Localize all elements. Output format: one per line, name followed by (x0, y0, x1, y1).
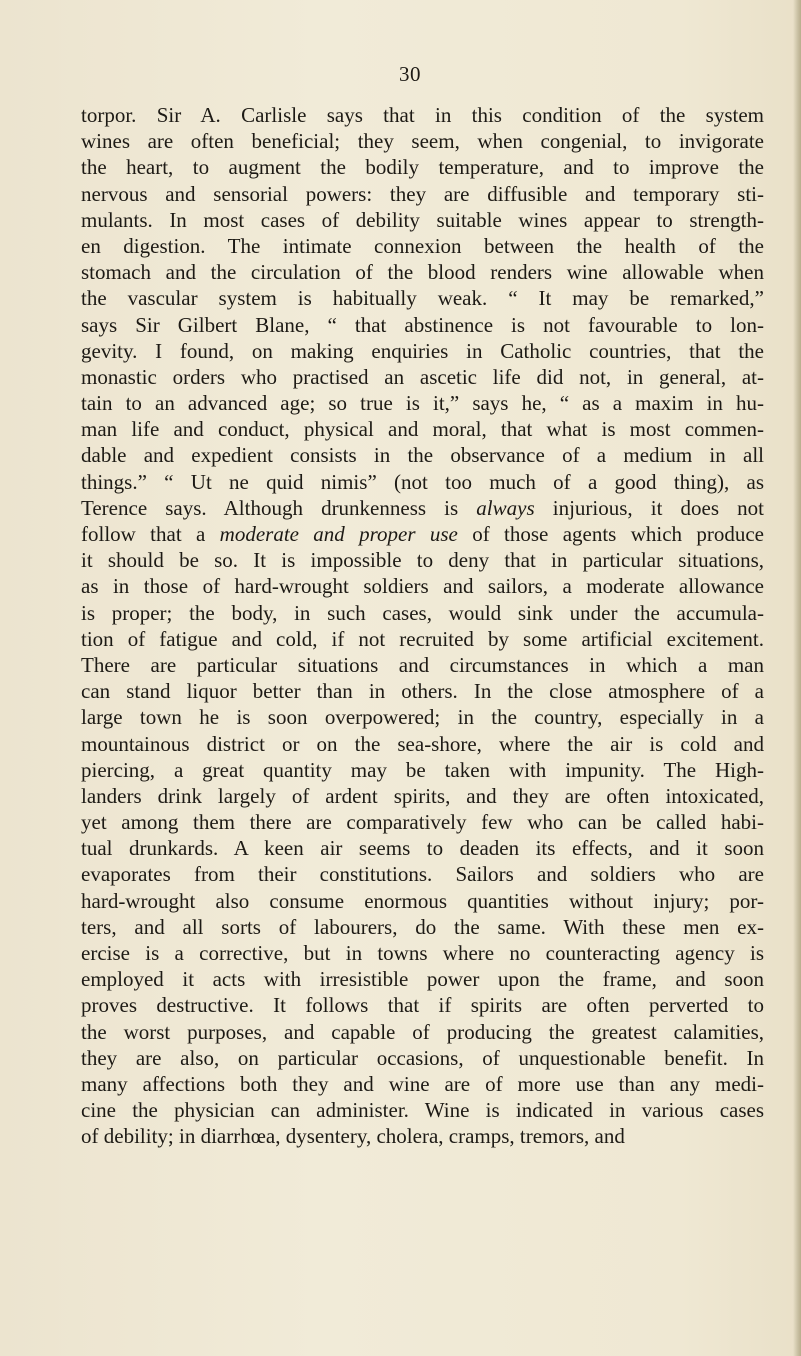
text-segment: mulants. In most cases of debility suitable wines appear to strength- (81, 207, 764, 232)
text-segment: the heart, to augment the bodily temperature, and to improve the (81, 155, 764, 180)
text-segment: man life and conduct, physical and moral, that what is most commen- (81, 417, 764, 442)
text-segment: of debility; in diarrhœa, dysentery, cholera, cramps, tremors, and (81, 1124, 625, 1149)
text-line (81, 312, 764, 338)
page-edge-shadow (793, 0, 801, 1356)
text-line (81, 573, 764, 599)
text-line (81, 338, 764, 364)
text-line (81, 626, 764, 652)
text-segment: injurious, it does not (534, 495, 764, 520)
text-line (81, 966, 764, 992)
text-line (81, 154, 764, 180)
text-segment: many affections both they and wine are of more use than any medi- (81, 1071, 764, 1096)
text-segment: stomach and the circulation of the blood renders wine allowable when (81, 260, 764, 285)
text-segment: can stand liquor better than in others. In the close atmosphere of a (81, 679, 764, 704)
text-segment: cine the physician can administer. Wine is indicated in various cases (81, 1098, 764, 1123)
text-line (81, 940, 764, 966)
text-segment: tain to an advanced age; so true is it,” says he, “ as a maxim in hu- (81, 391, 764, 416)
text-segment: piercing, a great quantity may be taken with impunity. The High- (81, 757, 764, 782)
text-segment: torpor. Sir A. Carlisle says that in this condition of the system (81, 103, 764, 127)
text-line (81, 495, 764, 521)
text-segment: en digestion. The intimate connexion between the health of the (81, 233, 764, 258)
text-line (81, 861, 764, 887)
text-line (81, 1019, 764, 1045)
text-segment: of those agents which produce (457, 522, 764, 546)
text-line (81, 102, 764, 128)
text-line (81, 731, 764, 757)
text-segment: ters, and all sorts of labourers, do the same. With these men ex- (81, 914, 764, 939)
text-line (81, 1071, 764, 1097)
text-segment: tual drunkards. A keen air seems to deaden its effects, and it soon (81, 836, 764, 861)
text-segment: large town he is soon overpowered; in the country, especially in a (81, 705, 764, 730)
text-segment: gevity. I found, on making enquiries in Catholic countries, that the (81, 338, 764, 363)
text-segment: ercise is a corrective, but in towns where no counteracting agency is (81, 941, 764, 965)
text-segment: monastic orders who practised an ascetic life did not, in general, at- (81, 364, 764, 389)
text-line (81, 678, 764, 704)
text-line (81, 128, 764, 154)
text-segment: is proper; the body, in such cases, would sink under the accumula- (81, 600, 764, 625)
text-line (81, 704, 764, 730)
text-segment: they are also, on particular occasions, of unquestionable benefit. In (81, 1045, 764, 1070)
text-segment: tion of fatigue and cold, if not recruited by some artificial excitement. (81, 626, 764, 651)
text-line (81, 181, 764, 207)
text-line (81, 233, 764, 259)
text-line (81, 757, 764, 783)
text-line (81, 1045, 764, 1071)
text-segment: it should be so. It is impossible to deny that in particular situations, (81, 548, 764, 573)
text-line (81, 1123, 764, 1149)
page-number: 30 (399, 62, 421, 86)
text-line (81, 285, 764, 311)
text-segment: yet among them there are comparatively few who can be called habi- (81, 810, 764, 835)
text-line (81, 914, 764, 940)
text-segment: mountainous district or on the sea-shore, where the air is cold and (81, 731, 764, 756)
text-line (81, 521, 764, 547)
text-line (81, 888, 764, 914)
text-line (81, 992, 764, 1018)
text-segment: the worst purposes, and capable of producing the greatest calamities, (81, 1019, 764, 1044)
text-line (81, 469, 764, 495)
text-line (81, 416, 764, 442)
text-line (81, 652, 764, 678)
text-segment: things.” “ Ut ne quid nimis” (not too much of a good thing), as (81, 469, 764, 494)
text-segment: There are particular situations and circumstances in which a man (81, 652, 764, 677)
text-segment: proves destructive. It follows that if spirits are often perverted to (81, 993, 764, 1018)
text-line (81, 364, 764, 390)
text-segment: hard-wrought also consume enormous quantities without injury; por- (81, 888, 764, 913)
text-segment: dable and expedient consists in the observance of a medium in all (81, 443, 764, 468)
italic-text: always (476, 495, 535, 520)
text-segment: evaporates from their constitutions. Sailors and soldiers who are (81, 862, 764, 887)
text-line (81, 809, 764, 835)
text-line (81, 1097, 764, 1123)
text-segment: wines are often beneficial; they seem, when congenial, to invigorate (81, 129, 764, 154)
text-line (81, 547, 764, 573)
body-text (81, 102, 764, 1150)
text-line (81, 783, 764, 809)
text-line (81, 259, 764, 285)
text-segment: employed it acts with irresistible power upon the frame, and soon (81, 967, 764, 992)
text-line (81, 207, 764, 233)
text-segment: Terence says. Although drunkenness is (81, 495, 477, 520)
italic-text: moderate and proper use (219, 522, 458, 546)
text-segment: the vascular system is habitually weak. “ It may be remarked,” (81, 286, 764, 311)
text-segment: follow that a (81, 522, 220, 546)
text-segment: landers drink largely of ardent spirits, and they are often intoxicated, (81, 783, 764, 808)
text-line (81, 390, 764, 416)
text-line (81, 835, 764, 861)
text-segment: as in those of hard-wrought soldiers and sailors, a moderate allowance (81, 574, 764, 599)
text-segment: nervous and sensorial powers: they are diffusible and temporary sti- (81, 181, 764, 206)
text-line (81, 442, 764, 468)
text-segment: says Sir Gilbert Blane, “ that abstinence is not favourable to lon- (81, 312, 764, 337)
text-line (81, 600, 764, 626)
